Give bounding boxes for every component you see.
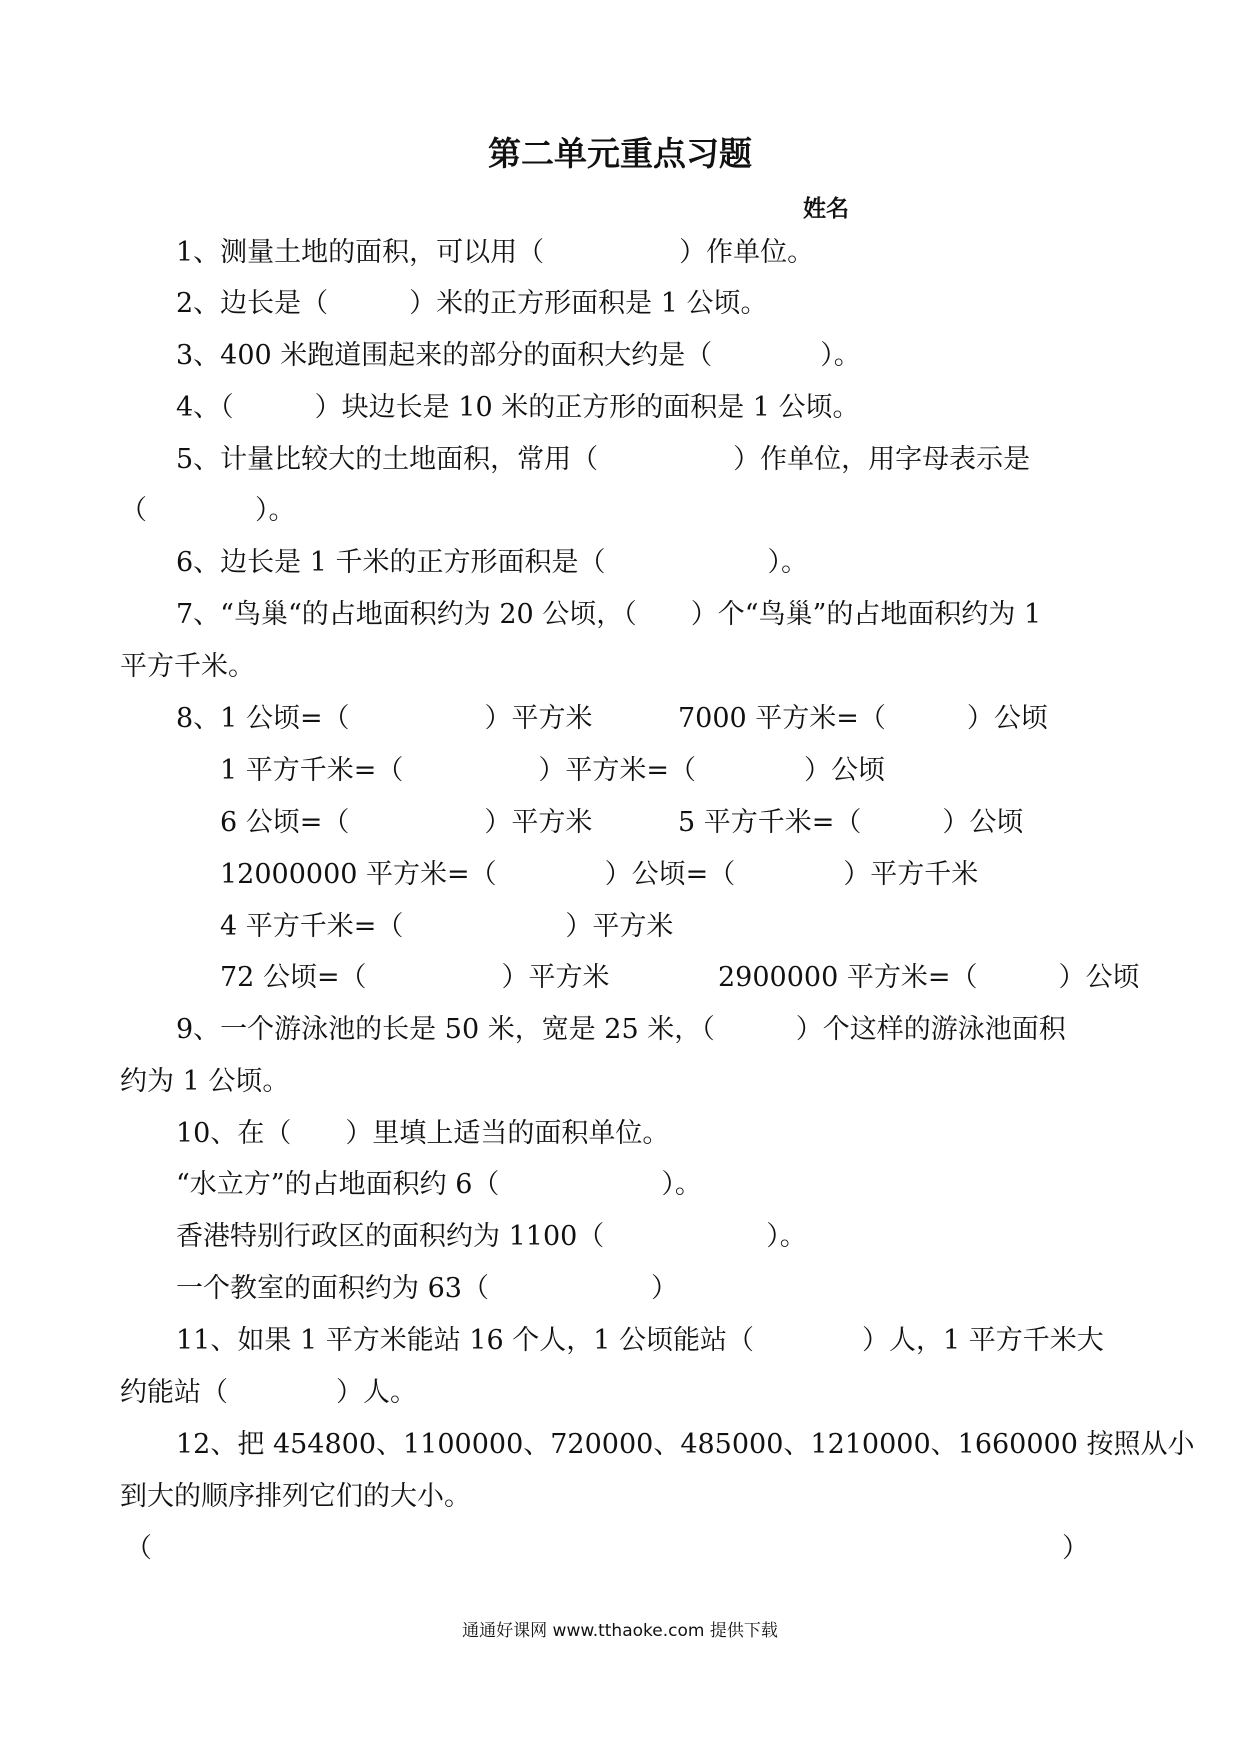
question-12-line-1: 12、把 454800、1100000、720000、485000、1210000、1660000 按照从小	[176, 1429, 1195, 1460]
question-4: 4、（ ）块边长是 10 米的正方形的面积是 1 公顷。	[176, 392, 860, 423]
question-9-line-1: 9、一个游泳池的长是 50 米，宽是 25 米，（ ）个这样的游泳池面积	[176, 1014, 1066, 1045]
question-8-row-3-right: 5 平方千米=（ ）公顷	[678, 807, 1024, 838]
answer-paren-close: ）	[1062, 1533, 1089, 1564]
question-10: 10、在（ ）里填上适当的面积单位。	[176, 1118, 670, 1149]
question-11-line-2: 约能站（ ）人。	[120, 1377, 417, 1408]
footer-credit: 通通好课网 www.tthaoke.com 提供下载	[462, 1621, 778, 1641]
question-8-row-5: 4 平方千米=（ ）平方米	[220, 911, 674, 942]
page-title: 第二单元重点习题	[488, 134, 752, 173]
question-7-line-2: 平方千米。	[120, 651, 255, 682]
question-9-line-2: 约为 1 公顷。	[120, 1066, 290, 1097]
question-8-row-4: 12000000 平方米=（ ）公顷=（ ）平方千米	[220, 859, 979, 890]
question-10-item-b: 香港特别行政区的面积约为 1100（ ）。	[176, 1221, 807, 1252]
question-5-line-2: （ ）。	[120, 495, 296, 526]
question-10-item-a: “水立方”的占地面积约 6（ ）。	[176, 1169, 702, 1200]
question-12-line-2: 到大的顺序排列它们的大小。	[120, 1481, 471, 1512]
question-1: 1、测量土地的面积，可以用（ ）作单位。	[176, 237, 815, 268]
name-label: 姓名	[803, 196, 849, 222]
question-8-row-1-left: 8、1 公顷=（ ）平方米	[176, 703, 593, 734]
question-3: 3、400 米跑道围起来的部分的面积大约是（ ）。	[176, 340, 861, 371]
question-8-row-1-right: 7000 平方米=（ ）公顷	[678, 703, 1048, 734]
question-6: 6、边长是 1 千米的正方形面积是（ ）。	[176, 547, 809, 578]
question-11-line-1: 11、如果 1 平方米能站 16 个人，1 公顷能站（ ）人，1 平方千米大	[176, 1325, 1104, 1356]
question-8-row-6-left: 72 公顷=（ ）平方米	[220, 962, 610, 993]
question-8-row-6-right: 2900000 平方米=（ ）公顷	[718, 962, 1140, 993]
question-8-row-3-left: 6 公顷=（ ）平方米	[220, 807, 593, 838]
question-5-line-1: 5、计量比较大的土地面积，常用（ ）作单位，用字母表示是	[176, 444, 1031, 475]
answer-paren-open: （	[125, 1533, 152, 1564]
question-10-item-c: 一个教室的面积约为 63（ ）	[176, 1273, 678, 1304]
question-8-row-2: 1 平方千米=（ ）平方米=（ ）公顷	[220, 755, 886, 786]
question-2: 2、边长是（ ）米的正方形面积是 1 公顷。	[176, 288, 768, 319]
question-7-line-1: 7、“鸟巢“的占地面积约为 20 公顷，（ ）个“鸟巢”的占地面积约为 1	[176, 599, 1042, 630]
